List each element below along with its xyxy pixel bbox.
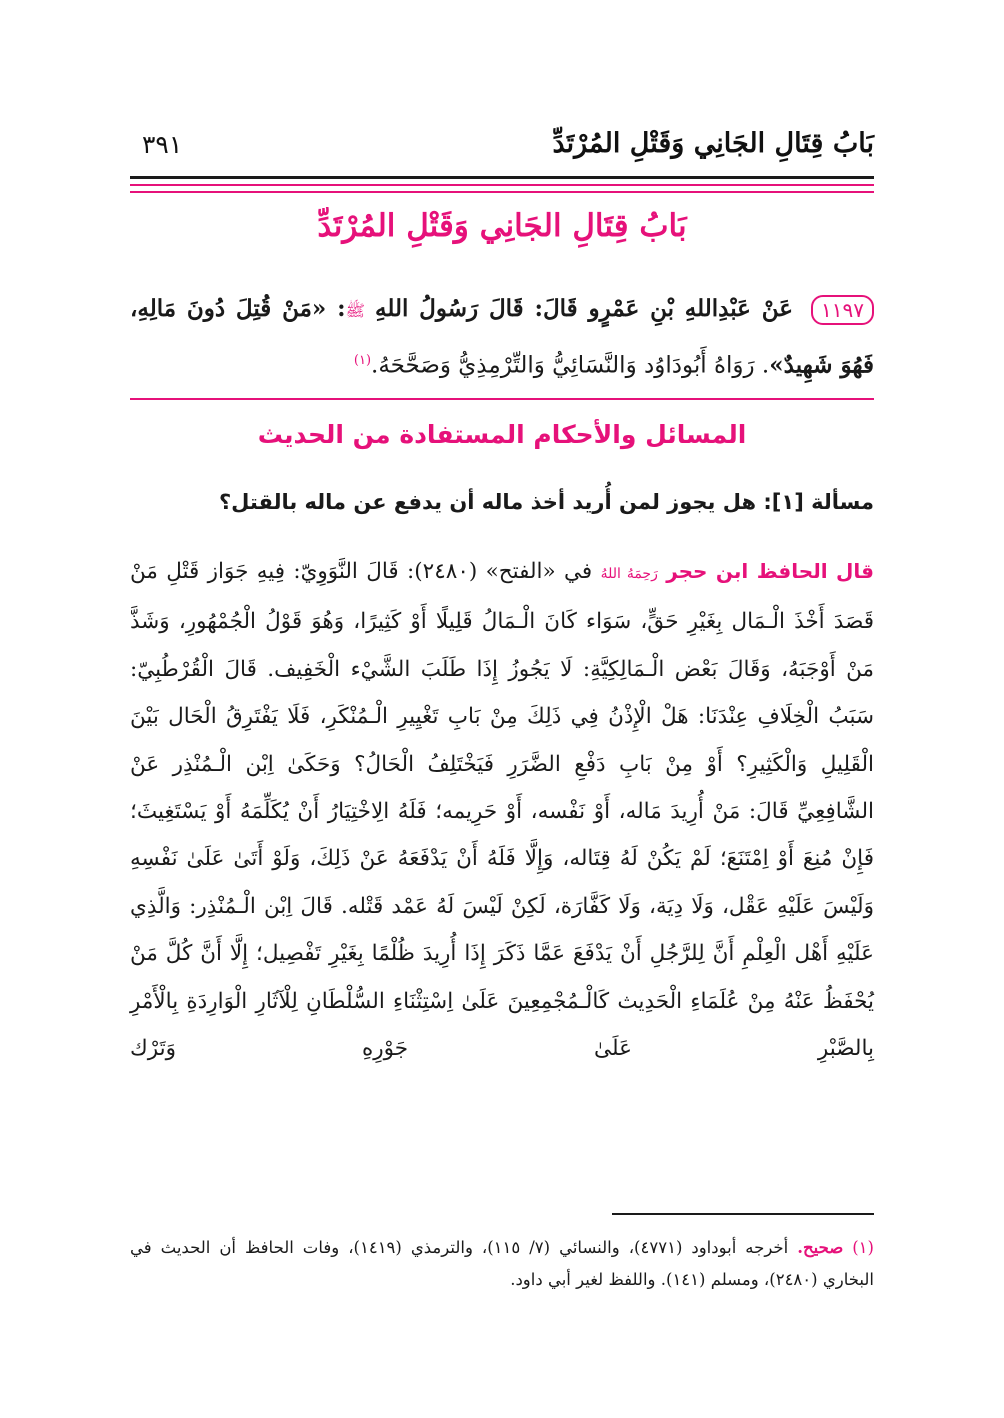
running-header [130, 120, 874, 170]
running-title: بَابُ قِتَالِ الجَانِي وَقَتْلِ المُرْتَدِّ [552, 128, 874, 159]
chapter-title: بَابُ قِتَالِ الجَانِي وَقَتْلِ المُرْتَدِّ [317, 208, 687, 244]
footnote-reference[interactable]: (١) [353, 353, 372, 368]
commentary-paragraph [130, 548, 874, 1072]
page-number: ٣٩١ [142, 130, 183, 159]
question-text: هل يجوز لمن أُريد أخذ ماله أن يدفع عن ماله بالقتل؟ [218, 490, 757, 514]
header-rule [130, 176, 874, 179]
footnote-marker: (١) [852, 1238, 874, 1257]
issues-heading: المسائل والأحكام المستفادة من الحديث [257, 420, 747, 449]
section-divider [130, 398, 874, 400]
footnote-separator [612, 1213, 874, 1215]
hadith-narrator: عَنْ عَبْدِاللهِ بْنِ عَمْرٍو قَالَ: قَالَ رَسُولُ اللهِ [375, 295, 793, 322]
salutation-symbol: ﷺ [345, 301, 365, 320]
commentary-speaker: قال الحافظ ابن حجر [666, 559, 874, 583]
hadith-text [130, 284, 874, 391]
footnote-text: أخرجه أبوداود (٤٧٧١)، والنسائي (٧/ ١١٥)، والترمذي (١٤١٩)، وفات الحافظ أن الحديث في البخاري (٢٤٨٠)، ومسلم (١٤١). واللفظ لغير أبي داود. [130, 1238, 874, 1289]
hadith-quote: : «مَنْ قُتِلَ دُونَ مَالِهِ، فَهُوَ شَهِيدٌ» [130, 295, 874, 379]
footnote-grade: صحيح. [797, 1238, 844, 1257]
hadith-source: . رَوَاهُ أَبُودَاوُد وَالنَّسَائِيُّ وَالتِّرْمِذِيُّ وَصَحَّحَهُ. [371, 352, 770, 379]
commentary-text: في «الفتح» (٢٤٨٠): قَالَ النَّوَوِيّ: فِيهِ جَوَاز قَتْلِ مَنْ قَصَدَ أَخْذَ الْـمَال بِغَيْرِ حَقٍّ، سَوَاء كَانَ الْـمَالُ قَلِيلًا أَوْ كَثِيرًا، وَهُوَ قَوْلُ الْجُمْهُورِ، وَشَذَّ مَنْ أَوْجَبَهُ، وَقَالَ بَعْض الْـمَالِكِيَّةِ: لَا يَجُوزُ إِذَا طَلَبَ الشَّيْء الْخَفِيف. قَالَ الْقُرْطُبِيّ: سَبَبُ الْخِلَافِ عِنْدَنَا: هَلْ الْإِذْنُ فِي ذَلِكَ مِنْ بَابِ تَغْيِيرِ الْـمُنْكَرِ، فَلَا يَفْتَرِقُ الْحَال بَيْنَ الْقَلِيلِ وَالْكَثِيرِ؟ أَوْ مِنْ بَابِ دَفْعِ الضَّرَرِ فَيَخْتَلِفُ الْحَالُ؟ وَحَكَىٰ اِبْن الْـمُنْذِر عَنْ الشَّافِعِيِّ قَالَ: مَنْ أُرِيدَ مَاله، أَوْ نَفْسه، أَوْ حَرِيمه؛ فَلَهُ الِاخْتِيَارُ أَنْ يُكَلِّمَهُ أَوْ يَسْتَغِيثَ؛ فَإِنْ مُنِعَ أَوْ اِمْتَنَعَ؛ لَمْ يَكُنْ لَهُ قِتَاله، وَإِلَّا فَلَهُ أَنْ يَدْفَعَهُ عَنْ ذَلِكَ، وَلَوْ أَتَىٰ عَلَىٰ نَفْسِهِ وَلَيْسَ عَلَيْهِ عَقْل، وَلَا دِيَة، وَلَا كَفَّارَة، لَكِنْ لَيْسَ لَهُ عَمْد قَتْله. قَالَ اِبْن الْـمُنْذِر: وَالَّذِي عَلَيْهِ أَهْل الْعِلْمِ أَنَّ لِلرَّجُلِ أَنْ يَدْفَعَ عَمَّا ذَكَرَ إِذَا أُرِيدَ ظُلْمًا بِغَيْرِ تَفْصِيل؛ إِلَّا أَنَّ كُلَّ مَنْ يُحْفَظُ عَنْهُ مِنْ عُلَمَاءِ الْحَدِيث كَالْـمُجْمِعِينَ عَلَىٰ اِسْتِثْنَاءِ السُّلْطَانِ لِلْآثَارِ الْوَارِدَةِ بِالْأَمْرِ بِالصَّبْرِ عَلَىٰ جَوْرِهِ وَتَرْك [130, 559, 874, 1062]
question-label: مسألة [١]: [763, 490, 874, 514]
header-accent-rule [130, 184, 874, 186]
footnote [130, 1232, 874, 1296]
honorific-symbol: رَحِمَهُ اللهُ [600, 566, 658, 582]
hadith-number-badge: ١١٩٧ [811, 295, 874, 325]
question [130, 490, 874, 514]
header-accent-rule-2 [130, 191, 874, 193]
